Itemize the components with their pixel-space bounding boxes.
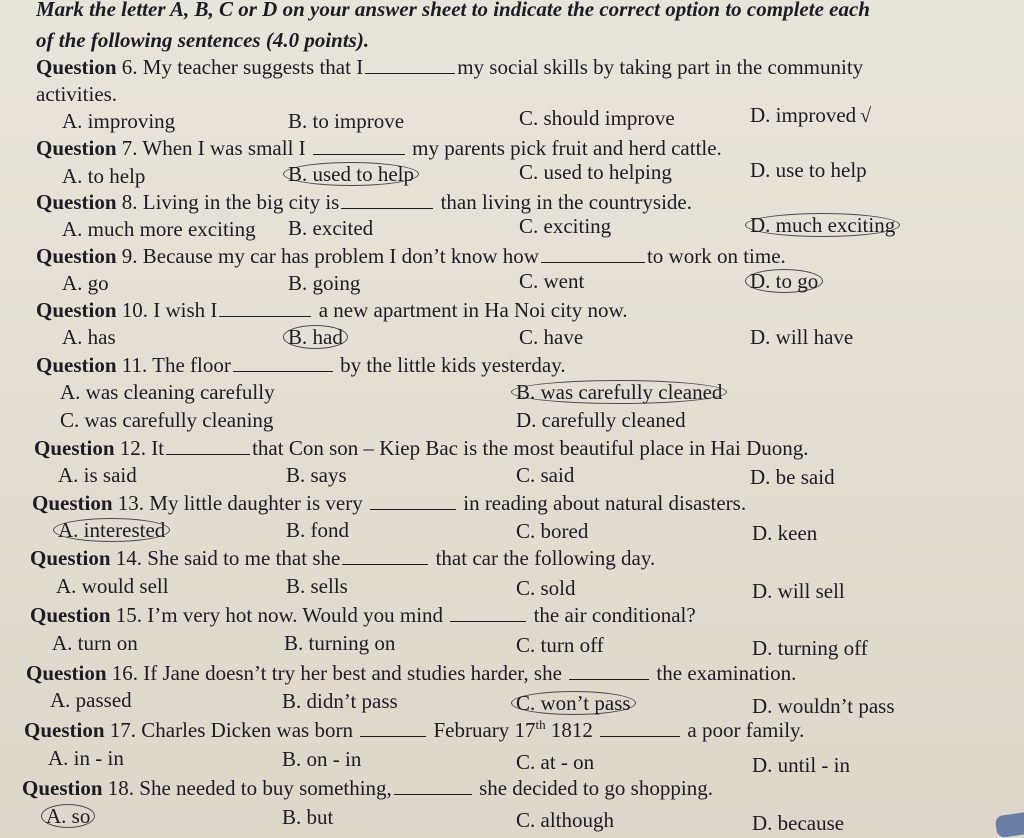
question-6 [36, 54, 863, 80]
question-9 [36, 243, 786, 269]
option-b [516, 379, 727, 405]
answer-blank [166, 436, 250, 455]
question-label: Question [34, 436, 115, 460]
circled-answer: D. to go [745, 269, 823, 293]
circled-answer: C. won’t pass [511, 691, 636, 715]
question-text-cont: my social skills by taking part in the community [457, 55, 864, 79]
question-text: It [146, 436, 165, 460]
option-a [46, 803, 95, 829]
option-a: A. much more exciting [62, 217, 256, 241]
question-text: If Jane doesn’t try her best and studies harder, she [138, 661, 562, 685]
question-text-cont: to work on time. [646, 244, 786, 268]
option-c: C. should improve [519, 106, 675, 130]
pen-marker [995, 812, 1024, 838]
option-c: C. went [519, 269, 585, 293]
instructions-line-2: of the following sentences (4.0 points). [36, 28, 370, 52]
option-b: B. but [282, 805, 334, 829]
option-d: D. because [752, 811, 845, 835]
question-17 [24, 717, 804, 743]
option-b: B. turning on [284, 631, 396, 655]
option-c [516, 690, 636, 716]
answer-blank [450, 603, 526, 622]
answer-blank [365, 55, 455, 74]
question-text-cont: by the little kids yesterday. [334, 353, 566, 377]
question-label: Question [36, 136, 117, 160]
option-a: A. would sell [56, 574, 169, 598]
option-d: D. turning off [752, 636, 868, 660]
question-number: 10. [121, 298, 149, 322]
question-text-cont: a poor family. [682, 718, 805, 742]
answer-blank [219, 298, 311, 317]
question-number: 16. [111, 661, 139, 685]
question-7 [36, 135, 722, 161]
answer-blank-1 [360, 718, 426, 737]
option-d [750, 212, 900, 238]
question-13 [32, 490, 746, 516]
option-d: D. be said [750, 465, 835, 489]
question-text-cont: in reading about natural disasters. [457, 491, 747, 515]
question-10 [36, 297, 628, 323]
question-12 [34, 435, 809, 461]
question-text: I’m very hot now. Would you mind [142, 603, 444, 627]
option-a: A. is said [58, 463, 137, 487]
question-label: Question [36, 353, 117, 377]
check-mark-icon: √ [860, 105, 872, 127]
question-number: 14. [115, 546, 143, 570]
question-text: Because my car has problem I don’t know how [137, 244, 539, 268]
option-c: C. sold [516, 576, 576, 600]
question-label: Question [22, 776, 103, 800]
instructions-line-1: Mark the letter A, B, C or D on your answer sheet to indicate the correct option to complete each [36, 0, 870, 21]
option-d [750, 268, 823, 294]
instructions [36, 0, 1011, 56]
question-text-cont: than living in the countryside. [435, 190, 692, 214]
option-b [288, 324, 348, 350]
option-b: B. says [286, 463, 347, 487]
option-d: D. carefully cleaned [516, 408, 686, 432]
question-text: Living in the big city is [137, 190, 340, 214]
question-text-date: February 17 [428, 718, 536, 742]
option-b: B. going [288, 271, 361, 295]
question-11 [36, 352, 566, 378]
question-number: 8. [121, 190, 138, 214]
answer-blank [342, 546, 428, 565]
option-a [58, 517, 170, 543]
answer-blank [394, 776, 472, 795]
question-label: Question [36, 190, 117, 214]
question-16 [26, 660, 796, 686]
question-number: 9. [121, 244, 138, 268]
option-a: A. turn on [52, 631, 138, 655]
option-c: C. was carefully cleaning [60, 408, 274, 432]
option-a: A. passed [50, 688, 132, 712]
option-c: C. said [516, 463, 575, 487]
option-b: B. excited [288, 216, 374, 240]
circled-answer: B. had [283, 325, 348, 349]
question-number: 12. [119, 436, 147, 460]
question-label: Question [30, 546, 111, 570]
answer-blank [313, 136, 405, 155]
question-text: Charles Dicken was born [136, 718, 353, 742]
answer-blank [370, 491, 456, 510]
question-text-cont: a new apartment in Ha Noi city now. [313, 298, 628, 322]
question-number: 13. [117, 491, 145, 515]
option-c: C. have [519, 325, 584, 349]
question-label: Question [36, 244, 117, 268]
question-14 [30, 545, 655, 571]
ordinal-suffix: th [535, 717, 546, 732]
question-text: I wish I [148, 298, 218, 322]
circled-answer: B. used to help [283, 162, 419, 186]
question-number: 7. [121, 136, 138, 160]
option-c: C. bored [516, 519, 589, 543]
answer-blank [233, 353, 333, 372]
question-text-cont: the air conditional? [528, 603, 696, 627]
option-c: C. turn off [516, 633, 604, 657]
option-b [288, 161, 419, 187]
option-a: A. was cleaning carefully [60, 380, 275, 404]
option-c: C. exciting [519, 214, 612, 238]
question-number: 11. [121, 353, 148, 377]
answer-blank [569, 661, 649, 680]
option-b: B. didn’t pass [282, 689, 398, 713]
question-text: My teacher suggests that I [137, 55, 364, 79]
question-label: Question [26, 661, 107, 685]
option-b: B. sells [286, 574, 348, 598]
question-18 [22, 775, 713, 801]
question-number: 15. [115, 603, 143, 627]
option-d: D. will sell [752, 579, 845, 603]
question-label: Question [36, 55, 117, 79]
option-b: B. to improve [288, 109, 405, 133]
question-8 [36, 189, 692, 215]
option-c: C. although [516, 808, 614, 832]
question-text-cont: that car the following day. [430, 546, 656, 570]
option-a: A. has [62, 325, 116, 349]
option-b: B. fond [286, 518, 349, 542]
option-d: D. will have [750, 325, 854, 349]
question-text-cont: my parents pick fruit and herd cattle. [406, 136, 722, 160]
option-d-text: D. improved [750, 103, 857, 127]
option-a: A. in - in [48, 746, 124, 770]
answer-blank [541, 244, 645, 263]
option-a: A. improving [62, 109, 176, 133]
option-d: D. wouldn’t pass [752, 694, 895, 718]
option-b: B. on - in [282, 747, 362, 771]
question-text: When I was small I [137, 136, 306, 160]
question-label: Question [30, 603, 111, 627]
option-d: D. until - in [752, 753, 850, 777]
question-text-cont: the examination. [651, 661, 797, 685]
answer-blank-2 [600, 718, 680, 737]
circled-answer: A. interested [53, 518, 170, 542]
circled-answer: D. much exciting [745, 213, 900, 237]
question-number: 17. [109, 718, 137, 742]
option-a: A. go [62, 271, 109, 295]
option-a: A. to help [62, 164, 146, 188]
answer-blank [341, 190, 433, 209]
question-text-year: 1812 [545, 718, 593, 742]
question-label: Question [36, 298, 117, 322]
option-d: D. use to help [750, 158, 867, 182]
question-label: Question [24, 718, 105, 742]
question-number: 6. [121, 55, 138, 79]
question-6-wrap: activities. [36, 82, 118, 106]
question-15 [30, 602, 696, 628]
question-text-cont: that Con son – Kiep Bac is the most beautiful place in Hai Duong. [252, 436, 809, 460]
circled-answer: B. was carefully cleaned [511, 380, 727, 404]
question-label: Question [32, 491, 113, 515]
question-text: My little daughter is very [144, 491, 363, 515]
option-c: C. used to helping [519, 160, 672, 184]
option-d: D. keen [752, 521, 818, 545]
question-text-cont: she decided to go shopping. [473, 776, 713, 800]
question-number: 18. [107, 776, 135, 800]
option-c: C. at - on [516, 750, 595, 774]
question-text: She needed to buy something, [134, 776, 392, 800]
question-text: The floor [147, 353, 231, 377]
option-d [750, 102, 871, 129]
circled-answer: A. so [41, 804, 95, 828]
question-text: She said to me that she [142, 546, 341, 570]
